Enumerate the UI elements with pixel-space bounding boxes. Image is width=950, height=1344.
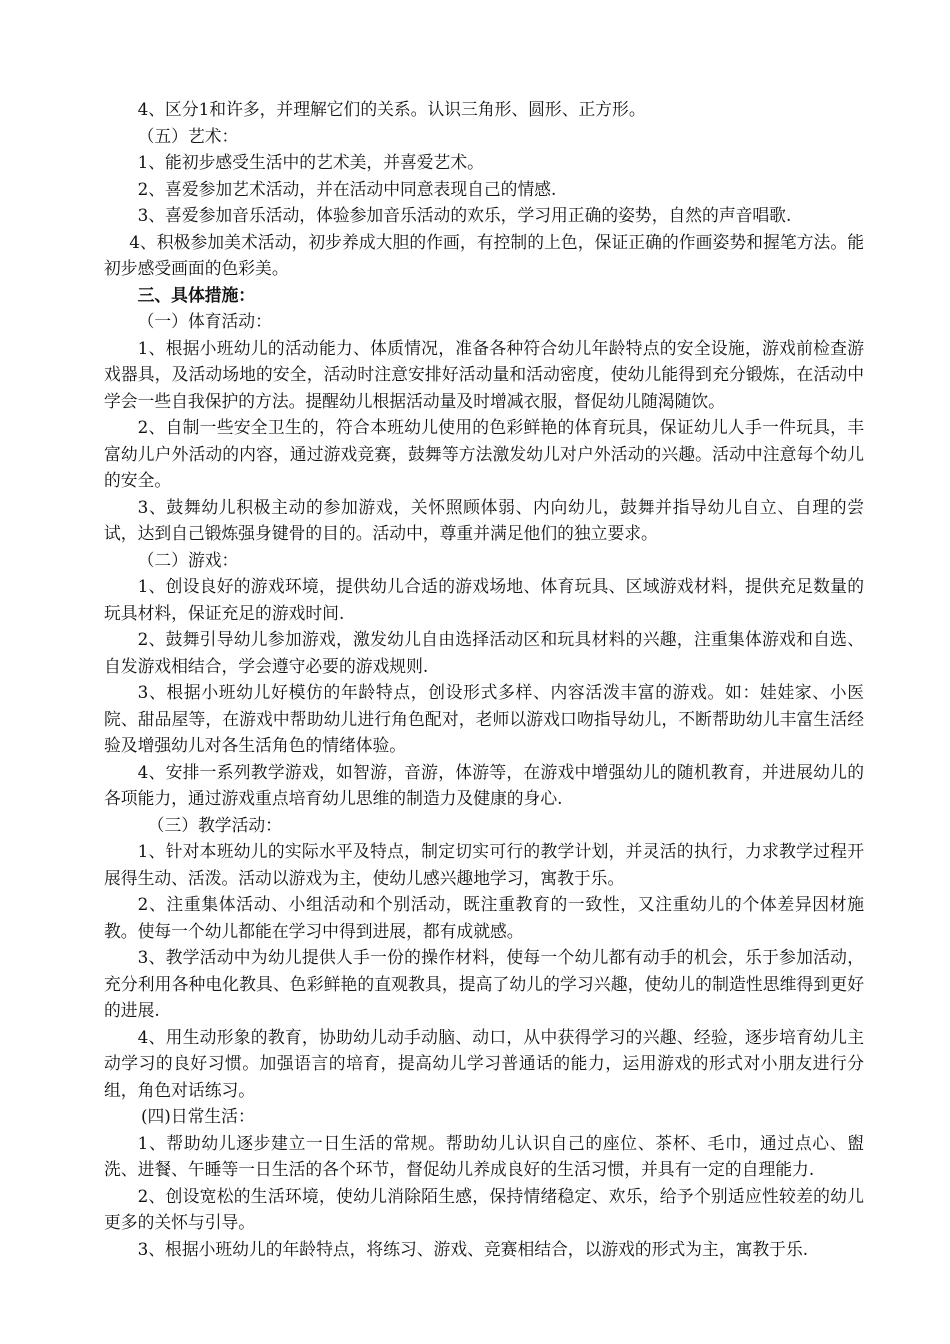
main-heading: 三、具体措施：	[137, 284, 256, 305]
paragraph: 3、根据小班幼儿的年龄特点，将练习、游戏、竞赛相结合，以游戏的形式为主，寓教于乐.	[137, 1238, 809, 1259]
section-heading: （五）艺术：	[137, 125, 239, 146]
paragraph: 3、鼓舞幼儿积极主动的参加游戏，关怀照顾体弱、内向幼儿，鼓舞并指导幼儿自立、自理的尝试，达到自己锻炼强身键骨的目的。活动中，尊重并满足他们的独立要求。	[104, 496, 864, 543]
paragraph: 3、喜爱参加音乐活动，体验参加音乐活动的欢乐，学习用正确的姿势，自然的声音唱歌.	[137, 205, 792, 225]
paragraph: 1、帮助幼儿逐步建立一日生活的常规。帮助幼儿认识自己的座位、茶杯、毛巾，通过点心、盥洗、进餐、午睡等一日生活的各个环节，督促幼儿养成良好的生活习惯，并具有一定的自理能力.	[104, 1132, 864, 1179]
section-heading: （二）游戏：	[137, 549, 239, 570]
paragraph: 4、积极参加美术活动，初步养成大胆的作画，有控制的上色，保证正确的作画姿势和握笔方法。能初步感受画面的色彩美。	[104, 231, 864, 278]
section-heading: （一）体育活动：	[137, 311, 272, 331]
section-heading: （三）教学活动：	[147, 814, 282, 835]
paragraph: 1、根据小班幼儿的活动能力、体质情况，准备各种符合幼儿年龄特点的安全设施，游戏前检查游戏器具，及活动场地的安全，活动时注意安排好活动量和活动密度，使幼儿能得到充分锻炼，在活动中学会一些自我保护的方法。提醒幼儿根据活动量及时增减衣服，督促幼儿随渴随饮。	[104, 337, 864, 411]
paragraph: 3、根据小班幼儿好模仿的年龄特点，创设形式多样、内容活泼丰富的游戏。如：娃娃家、小医院、甜品屋等，在游戏中帮助幼儿进行角色配对，老师以游戏口吻指导幼儿，不断帮助幼儿丰富生活经验及增强幼儿对各生活角色的情绪体验。	[104, 682, 864, 755]
paragraph: 4、用生动形象的教育，协助幼儿动手动脑、动口，从中获得学习的兴趣、经验，逐步培育幼儿主动学习的良好习惯。加强语言的培育，提高幼儿学习普通话的能力，运用游戏的形式对小朋友进行分组，角色对话练习。	[104, 1026, 864, 1100]
section-heading: (四)日常生活：	[140, 1106, 255, 1126]
paragraph: 2、自制一些安全卫生的，符合本班幼儿使用的色彩鲜艳的体育玩具，保证幼儿人手一件玩具，丰富幼儿户外活动的内容，通过游戏竞赛，鼓舞等方法激发幼儿对户外活动的兴趣。活动中注意每个幼儿的安全。	[104, 417, 864, 490]
document-body	[104, 96, 864, 1262]
paragraph: 2、创设宽松的生活环境，使幼儿消除陌生感，保持情绪稳定、欢乐，给予个别适应性较差的幼儿更多的关怀与引导。	[104, 1185, 864, 1232]
paragraph: 2、注重集体活动、小组活动和个别活动，既注重教育的一致性，又注重幼儿的个体差异因材施教。使每一个幼儿都能在学习中得到进展，都有成就感。	[104, 894, 864, 941]
paragraph: 1、创设良好的游戏环境，提供幼儿合适的游戏场地、体育玩具、区域游戏材料，提供充足数量的玩具材料，保证充足的游戏时间.	[104, 576, 864, 623]
paragraph: 4、区分1和许多，并理解它们的关系。认识三角形、圆形、正方形。	[137, 99, 646, 119]
paragraph: 4、安排一系列教学游戏，如智游，音游，体游等，在游戏中增强幼儿的随机教育，并进展幼儿的各项能力，通过游戏重点培育幼儿思维的制造力及健康的身心.	[104, 761, 864, 808]
paragraph: 3、教学活动中为幼儿提供人手一份的操作材料，使每一个幼儿都有动手的机会，乐于参加活动，充分利用各种电化教具、色彩鲜艳的直观教具，提高了幼儿的学习兴趣，使幼儿的制造性思维得到更好的进展.	[104, 947, 864, 1020]
paragraph: 2、喜爱参加艺术活动，并在活动中同意表现自己的情感.	[137, 178, 557, 199]
paragraph: 2、鼓舞引导幼儿参加游戏，激发幼儿自由选择活动区和玩具材料的兴趣，注重集体游戏和自选、自发游戏相结合，学会遵守必要的游戏规则.	[104, 629, 864, 676]
paragraph: 1、针对本班幼儿的实际水平及特点，制定切实可行的教学计划，并灵活的执行，力求教学过程开展得生动、活泼。活动以游戏为主，使幼儿感兴趣地学习，寓教于乐。	[104, 841, 864, 888]
paragraph: 1、能初步感受生活中的艺术美，并喜爱艺术。	[137, 152, 484, 172]
